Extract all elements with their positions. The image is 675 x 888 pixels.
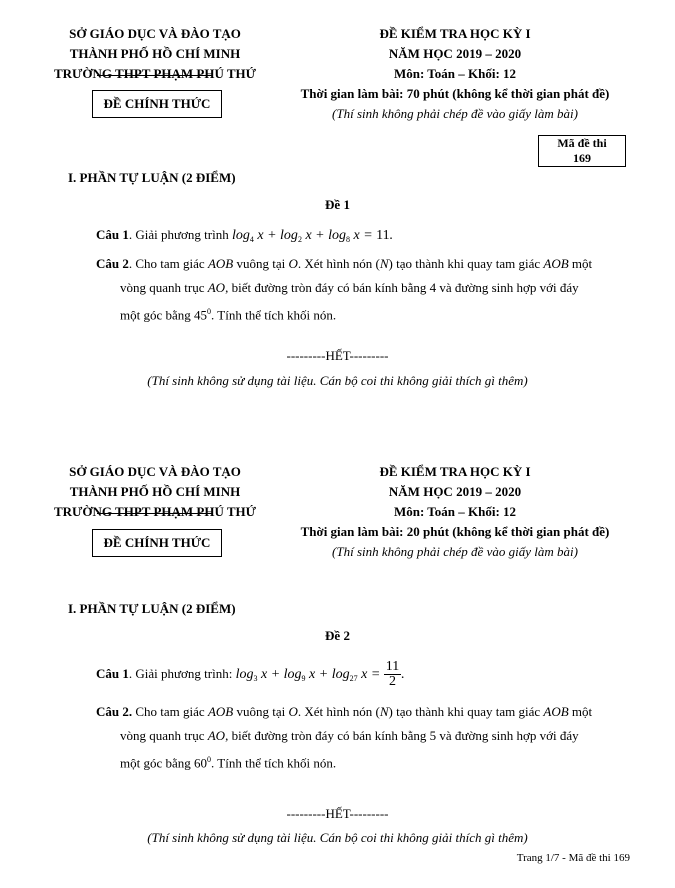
variant-title: Đề 1	[325, 197, 350, 212]
variant-title: Đề 2	[325, 628, 350, 643]
exam-title-block: ĐỀ KIỂM TRA HỌC KỲ I NĂM HỌC 2019 – 2020 Môn: Toán – Khối: 12 Thời gian làm bài: 70 phút (không kể thời gian phát đề) (Thí sinh không phải chép đề vào giấy làm bài)	[270, 24, 640, 124]
equation: $\log_3 x + \log_9 x + \log_{27} x$ = $\frac{11}{2}$ .	[235, 659, 405, 690]
question-2: Câu 2. Cho tam giác AOB vuông tại O. Xét hình nón (N) tạo thành khi quay tam giác AOB một vòng quanh trục AO, biết đường tròn đáy có bán kính bằng 4 và đường sinh hợp với đáy một góc bằng $45^0$. Tính thể tích khối nón.	[96, 256, 593, 323]
school-name: TRƯỜNG THPT PHẠM PHÚ THỨ	[54, 66, 256, 81]
official-badge: ĐỀ CHÍNH THỨC	[92, 529, 222, 557]
exam-note: (Thí sinh không phải chép đề vào giấy làm bài)	[332, 106, 578, 121]
exam-duration: Thời gian làm bài: 20 phút (không kể thời gian phát đề)	[300, 524, 610, 539]
end-marker: ---------HẾT---------	[286, 806, 389, 821]
question-1: Câu 1. Giải phương trình: $\log_3 x + \log_9 x + \log_{27} x$ = $\frac{11}{2}$ .	[96, 659, 405, 690]
question-1: Câu 1. Giải phương trình $\log_4 x + \log_2 x + \log_8 x = 11$.	[96, 227, 394, 244]
official-badge: ĐỀ CHÍNH THỨC	[92, 90, 222, 118]
footer-note: (Thí sinh không sử dụng tài liệu. Cán bộ coi thi không giải thích gì thêm)	[147, 830, 528, 845]
fraction: $\frac{11}{2}$	[385, 659, 400, 690]
exam-code: 169	[573, 151, 591, 165]
section-heading: I. PHẦN TỰ LUẬN (2 ĐIỂM)	[68, 601, 236, 616]
header-underline	[97, 75, 212, 76]
exam-code-box: Mã đề thi 169	[538, 135, 626, 167]
footer-note: (Thí sinh không sử dụng tài liệu. Cán bộ coi thi không giải thích gì thêm)	[147, 373, 528, 388]
header-underline	[97, 513, 212, 514]
question-2: Câu 2. Cho tam giác AOB vuông tại O. Xét hình nón (N) tạo thành khi quay tam giác AOB một vòng quanh trục AO, biết đường tròn đáy có bán kính bằng 5 và đường sinh hợp với đáy một góc bằng $60^0$. Tính thể tích khối nón.	[96, 704, 593, 771]
end-marker: ---------HẾT---------	[286, 348, 389, 363]
school-name: TRƯỜNG THPT PHẠM PHÚ THỨ	[54, 504, 256, 519]
equation: $\log_4 x + \log_2 x + \log_8 x = 11$.	[231, 228, 394, 244]
department-header: SỞ GIÁO DỤC VÀ ĐÀO TẠO THÀNH PHỐ HỒ CHÍ MINH TRƯỜNG THPT PHẠM PHÚ THỨ	[30, 462, 280, 522]
exam-note: (Thí sinh không phải chép đề vào giấy làm bài)	[332, 544, 578, 559]
section-heading: I. PHẦN TỰ LUẬN (2 ĐIỂM)	[68, 170, 236, 185]
page-footer: Trang 1/7 - Mã đề thi 169	[516, 852, 630, 864]
exam-duration: Thời gian làm bài: 70 phút (không kể thời gian phát đề)	[300, 86, 610, 101]
exam-title-block: ĐỀ KIỂM TRA HỌC KỲ I NĂM HỌC 2019 – 2020 Môn: Toán – Khối: 12 Thời gian làm bài: 20 phút (không kể thời gian phát đề) (Thí sinh không phải chép đề vào giấy làm bài)	[270, 462, 640, 562]
department-header: SỞ GIÁO DỤC VÀ ĐÀO TẠO THÀNH PHỐ HỒ CHÍ MINH TRƯỜNG THPT PHẠM PHÚ THỨ	[30, 24, 280, 84]
